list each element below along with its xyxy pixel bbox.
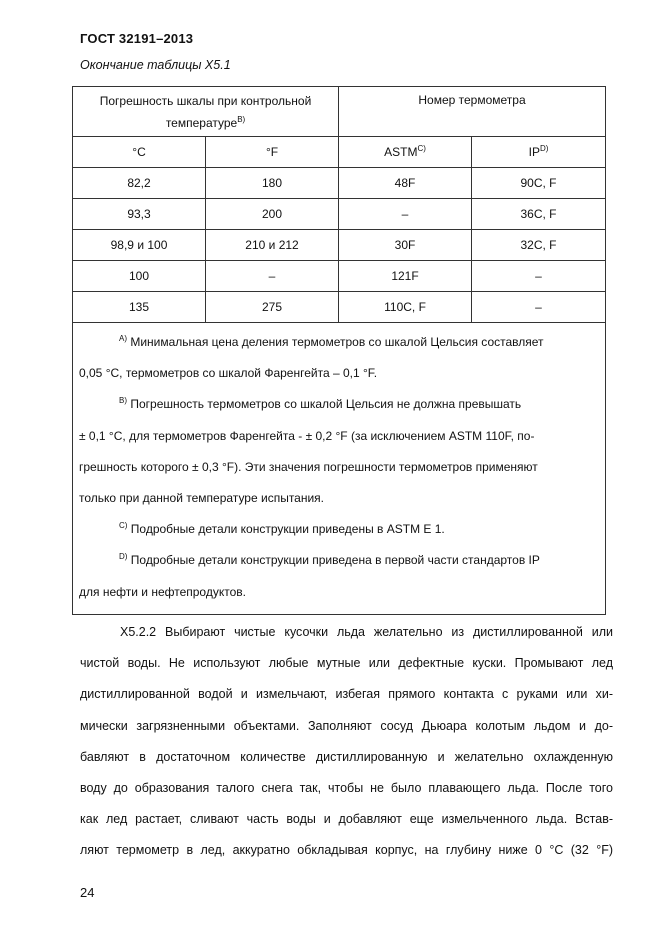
table-cell: 90C, F bbox=[472, 168, 606, 199]
table-cell: 110C, F bbox=[339, 292, 472, 323]
table-cell: 210 и 212 bbox=[206, 230, 339, 261]
paragraph-line: как лед растает, сливают часть воды и добавляют еще измельченного льда. Встав- bbox=[80, 812, 613, 827]
footnote-b-line: Погрешность термометров со шкалой Цельсия не должна превышать bbox=[130, 397, 522, 412]
table-cell: 93,3 bbox=[73, 199, 206, 230]
table-subheader-row bbox=[73, 137, 606, 168]
paragraph-line: мически загрязненными объектами. Заполняют сосуд Дьюара колотым льдом и до- bbox=[80, 718, 613, 733]
table-row bbox=[73, 292, 606, 323]
paragraph-line: чистой воды. Не используют любые мутные или дефектные куски. Промывают лед bbox=[80, 656, 613, 671]
document-title: ГОСТ 32191–2013 bbox=[80, 31, 194, 46]
table-header-row bbox=[73, 87, 606, 137]
footnote-a-mark: A) bbox=[119, 334, 127, 343]
paragraph-line: ляют термометр в лед, аккуратно обкладывая корпус, на глубину ниже 0 °С (32 °F) bbox=[80, 843, 613, 858]
subheader-fahrenheit bbox=[206, 137, 339, 168]
header-thermometer-number bbox=[339, 87, 606, 137]
footnote-d-line: Подробные детали конструкции приведена в первой части стандартов IP bbox=[130, 553, 540, 568]
footnote-a bbox=[79, 327, 599, 389]
footnote-b-mark: B) bbox=[119, 396, 127, 406]
table-cell: 275 bbox=[206, 292, 339, 323]
table-cell: 82,2 bbox=[73, 168, 206, 199]
subheader-astm bbox=[339, 137, 472, 168]
table-cell: 98,9 и 100 bbox=[73, 230, 206, 261]
subheader-celsius-label: °С bbox=[132, 145, 146, 159]
table-row bbox=[73, 261, 606, 292]
table-cell: 36C, F bbox=[472, 199, 606, 230]
footnote-b-line: ± 0,1 °С, для термометров Фаренгейта - ± 0,2 °F (за исключением ASTM 110F, по- bbox=[79, 428, 535, 443]
footnote-c-mark: C) bbox=[119, 521, 128, 531]
paragraph-line: Х5.2.2 Выбирают чистые кусочки льда желательно из дистиллированной или bbox=[120, 625, 613, 639]
footnote-c bbox=[79, 514, 599, 545]
subheader-astm-footnote-mark: C) bbox=[417, 144, 426, 153]
table-row bbox=[73, 168, 606, 199]
subheader-celsius bbox=[73, 137, 206, 168]
table-cell: 180 bbox=[206, 168, 339, 199]
table-cell: 30F bbox=[339, 230, 472, 261]
table-cell: 48F bbox=[339, 168, 472, 199]
table-notes bbox=[73, 323, 606, 615]
body-paragraph bbox=[80, 617, 613, 867]
footnote-d-mark: D) bbox=[119, 552, 128, 562]
table-cell: 200 bbox=[206, 199, 339, 230]
footnote-c-line: Подробные детали конструкции приведены в ASTM Е 1. bbox=[130, 522, 445, 537]
table-cell: – bbox=[339, 199, 472, 230]
subheader-fahrenheit-label: °F bbox=[265, 145, 279, 159]
header-scale-error-footnote-mark: B) bbox=[237, 114, 246, 124]
table-cell: – bbox=[206, 261, 339, 292]
table-cell: – bbox=[472, 292, 606, 323]
page-number: 24 bbox=[80, 885, 95, 900]
header-scale-error-label: Погрешность шкалы при контрольной температуре bbox=[99, 93, 312, 130]
footnote-b bbox=[79, 389, 599, 514]
table-cell: – bbox=[472, 261, 606, 292]
table-cell: 100 bbox=[73, 261, 206, 292]
footnote-d bbox=[79, 545, 599, 607]
footnote-d-line: для нефти и нефтепродуктов. bbox=[79, 584, 246, 599]
subheader-ip bbox=[472, 137, 606, 168]
subheader-ip-label: IP bbox=[528, 145, 540, 159]
table-caption: Окончание таблицы Х5.1 bbox=[80, 58, 231, 72]
table-row bbox=[73, 230, 606, 261]
subheader-ip-footnote-mark: D) bbox=[539, 144, 549, 153]
paragraph-line: бавляют в достаточном количестве дистиллированную и желательно охлажденную bbox=[80, 749, 613, 764]
paragraph-line: воду до образования талого снега так, чтобы не было плавающего льда. После того bbox=[80, 781, 613, 796]
table-cell: 32C, F bbox=[472, 230, 606, 261]
table-notes-row bbox=[73, 323, 606, 615]
footnote-a-line: Минимальная цена деления термометров со шкалой Цельсия составляет bbox=[130, 335, 544, 349]
paragraph-line: дистиллированной водой и измельчают, избегая прямого контакта с руками или хи- bbox=[80, 687, 613, 702]
table-cell: 121F bbox=[339, 261, 472, 292]
footnote-b-line: грешность которого ± 0,3 °F). Эти значения погрешности термометров применяют bbox=[79, 459, 538, 474]
table-cell: 135 bbox=[73, 292, 206, 323]
table-row bbox=[73, 199, 606, 230]
footnote-b-line: только при данной температуре испытания. bbox=[79, 491, 325, 506]
data-table bbox=[72, 86, 606, 615]
subheader-astm-label: ASTM bbox=[384, 145, 418, 159]
footnote-a-line: 0,05 °С, термометров со шкалой Фаренгейта – 0,1 °F. bbox=[79, 366, 378, 381]
header-scale-error bbox=[73, 87, 339, 137]
header-thermometer-number-label: Номер термометра bbox=[418, 93, 526, 107]
